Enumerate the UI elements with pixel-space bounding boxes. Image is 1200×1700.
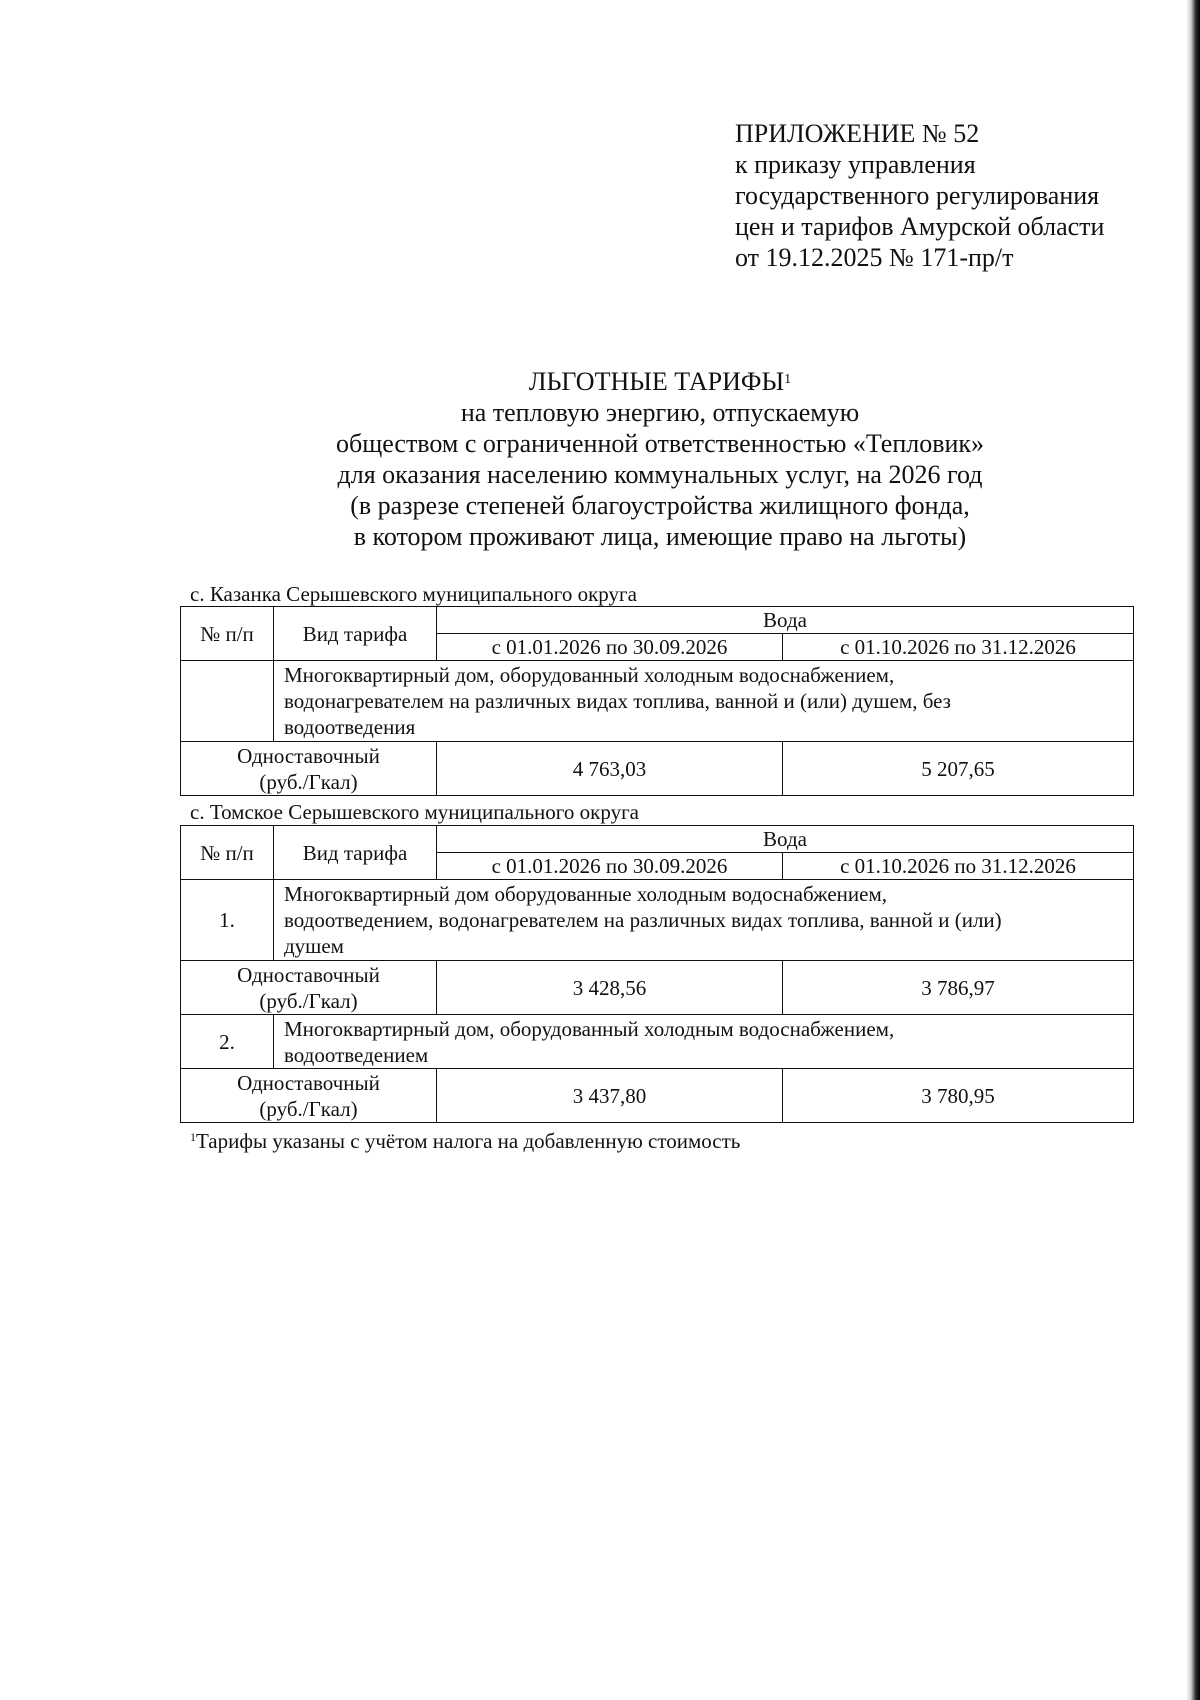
- appendix-line: цен и тарифов Амурской области: [735, 212, 1105, 241]
- locality-kazanka: с. Казанка Серышевского муниципального округа: [190, 582, 637, 606]
- locality-tomskoe: с. Томское Серышевского муниципального округа: [190, 800, 639, 824]
- header-num: № п/п: [181, 826, 274, 880]
- title-line: в котором проживают лица, имеющие право на льготы): [353, 522, 967, 551]
- header-group: Вода: [437, 607, 1134, 634]
- value-period1: 4 763,03: [437, 742, 783, 796]
- row-num: 1.: [181, 880, 274, 961]
- title-line: на тепловую энергию, отпускаемую: [460, 398, 860, 427]
- rate-label: Одноставочный (руб./Гкал): [181, 1069, 437, 1123]
- footnote: [190, 1128, 740, 1154]
- document-title: [260, 366, 1060, 552]
- value-period2: 5 207,65: [783, 742, 1134, 796]
- appendix-line: к приказу управления: [735, 150, 976, 179]
- footnote-text: Тарифы указаны с учётом налога на добавленную стоимость: [196, 1129, 741, 1153]
- header-num: № п/п: [181, 607, 274, 661]
- row-description: Многоквартирный дом, оборудованный холодным водоснабжением, водоотведением: [274, 1015, 1134, 1069]
- footnote-mark: 1: [784, 372, 792, 387]
- table-row: [181, 961, 1134, 1015]
- tariff-table-kazanka: [180, 606, 1134, 796]
- title-line: (в разрезе степеней благоустройства жилищного фонда,: [350, 491, 970, 520]
- value-period1: 3 437,80: [437, 1069, 783, 1123]
- row-description: Многоквартирный дом, оборудованный холодным водоснабжением, водонагревателем на различных видах топлива, ванной и (или) душем, без водоотведения: [274, 661, 1134, 742]
- value-period2: 3 780,95: [783, 1069, 1134, 1123]
- title-main: ЛЬГОТНЫЕ ТАРИФЫ$^1$: [528, 367, 792, 396]
- appendix-header: [735, 118, 1104, 273]
- header-type: Вид тарифа: [274, 607, 437, 661]
- header-period2: с 01.10.2026 по 31.12.2026: [783, 634, 1134, 661]
- table-row: [181, 661, 1134, 742]
- value-period2: 3 786,97: [783, 961, 1134, 1015]
- title-line: обществом с ограниченной ответственностью «Тепловик»: [335, 429, 985, 458]
- table-row: [181, 1015, 1134, 1069]
- appendix-line: ПРИЛОЖЕНИЕ № 52: [735, 119, 980, 148]
- appendix-line: государственного регулирования: [735, 181, 1100, 210]
- header-period1: с 01.01.2026 по 30.09.2026: [437, 853, 783, 880]
- row-description: Многоквартирный дом оборудованные холодным водоснабжением, водоотведением, водонагревателем на различных видах топлива, ванной и (или) душем: [274, 880, 1134, 961]
- header-type: Вид тарифа: [274, 826, 437, 880]
- table-row: [181, 742, 1134, 796]
- row-num: [181, 661, 274, 742]
- table-row: [181, 880, 1134, 961]
- header-period1: с 01.01.2026 по 30.09.2026: [437, 634, 783, 661]
- title-line: для оказания населению коммунальных услуг, на 2026 год: [337, 460, 983, 489]
- table-row: [181, 1069, 1134, 1123]
- row-num: 2.: [181, 1015, 274, 1069]
- appendix-line: от 19.12.2025 № 171-пр/т: [735, 243, 1014, 272]
- tariff-table-tomskoe: [180, 825, 1134, 1123]
- rate-label: Одноставочный (руб./Гкал): [181, 961, 437, 1015]
- header-group: Вода: [437, 826, 1134, 853]
- scan-edge-shadow: [1186, 0, 1200, 1700]
- value-period1: 3 428,56: [437, 961, 783, 1015]
- footnote-mark: 1: [190, 1130, 196, 1144]
- rate-label: Одноставочный (руб./Гкал): [181, 742, 437, 796]
- header-period2: с 01.10.2026 по 31.12.2026: [783, 853, 1134, 880]
